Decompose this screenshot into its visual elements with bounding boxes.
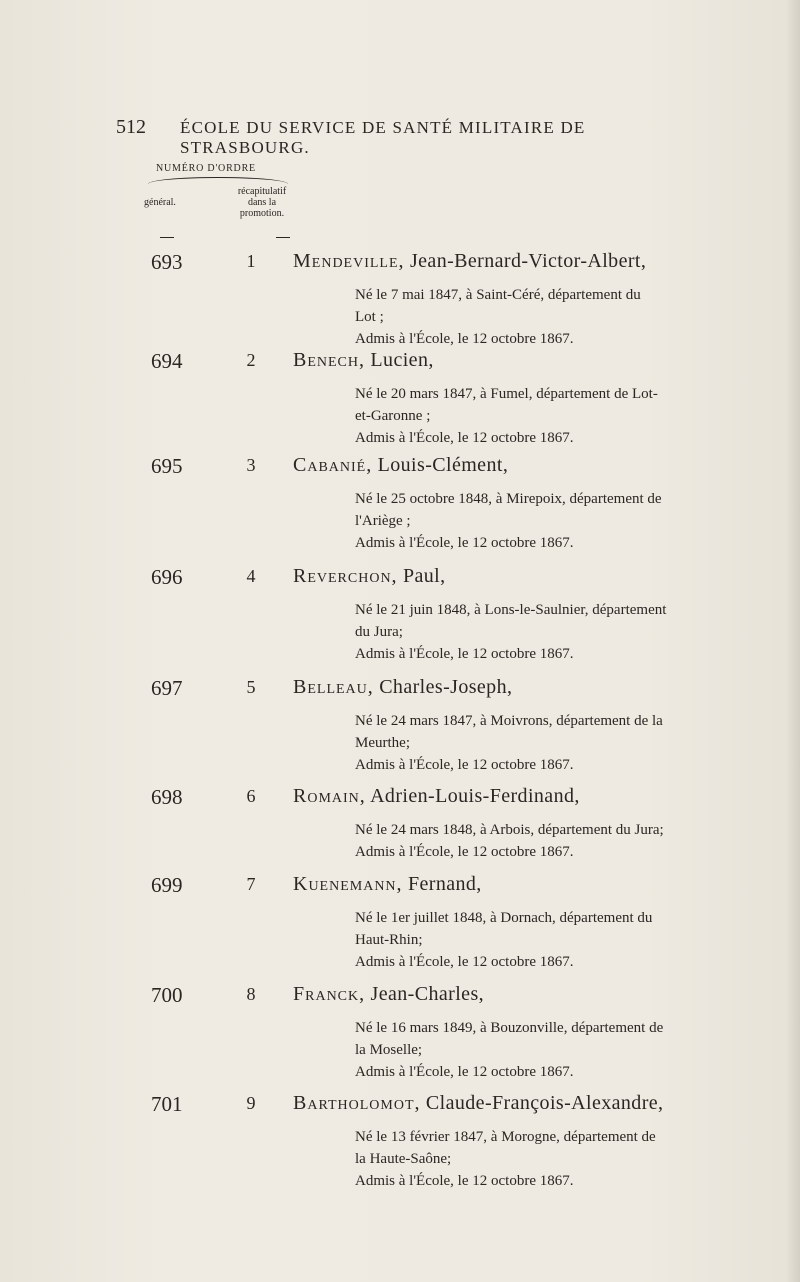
dash-recap <box>276 237 290 238</box>
dash-general <box>160 237 174 238</box>
entry-detail-line: Admis à l'École, le 12 octobre 1867. <box>355 757 574 773</box>
entry-number-general: 699 <box>151 873 183 897</box>
page-title: ÉCOLE DU SERVICE DE SANTÉ MILITAIRE DE STRASBOURG. <box>180 118 586 157</box>
entry-details <box>355 907 727 973</box>
entry-surname: Mendeville, <box>293 250 405 272</box>
entry-surname: Reverchon, <box>293 565 398 587</box>
entry-details <box>355 710 727 776</box>
entry-name <box>293 785 580 808</box>
entry-surname: Benech, <box>293 349 366 371</box>
entry-number-recap: 8 <box>246 984 256 1004</box>
entry-number-recap: 2 <box>246 350 256 370</box>
entry-surname: Cabanié, <box>293 454 373 476</box>
column-header-main: NUMÉRO D'ORDRE <box>156 163 256 174</box>
entry-detail-line: Admis à l'École, le 12 octobre 1867. <box>355 954 574 970</box>
entry-detail-line: l'Ariège ; <box>355 513 411 529</box>
entry-given-names: Jean-Charles, <box>370 983 485 1005</box>
entry-detail-line: Admis à l'École, le 12 octobre 1867. <box>355 535 574 551</box>
entry-surname: Romain, <box>293 785 366 807</box>
entry-name <box>293 676 512 699</box>
entry-given-names: Louis-Clément, <box>377 454 509 476</box>
entry-detail-line: Né le 20 mars 1847, à Fumel, département de Lot- <box>355 386 658 402</box>
entry-detail-line: la Haute-Saône; <box>355 1151 452 1167</box>
entry-name <box>293 565 446 588</box>
entry-details <box>355 383 727 449</box>
entry-given-names: Charles-Joseph, <box>379 676 513 698</box>
entry-number-recap: 1 <box>246 251 256 271</box>
entry-details <box>355 599 727 665</box>
entry-detail-line: Né le 24 mars 1847, à Moivrons, département de la <box>355 713 663 729</box>
entry-number-general: 695 <box>151 454 183 478</box>
entry-number-recap: 4 <box>246 566 256 586</box>
entry-detail-line: Né le 1er juillet 1848, à Dornach, département du <box>355 910 653 926</box>
entry-detail-line: Haut-Rhin; <box>355 932 423 948</box>
column-header <box>144 163 298 219</box>
entry-detail-line: Meurthe; <box>355 735 410 751</box>
entry-name <box>293 454 508 477</box>
column-subheaders <box>144 186 298 219</box>
column-dashes <box>160 237 290 238</box>
column-header-recap <box>222 186 302 219</box>
entry-detail-line: Lot ; <box>355 309 384 325</box>
entry-details <box>355 1017 727 1083</box>
entry-given-names: Fernand, <box>407 873 482 895</box>
entry-detail-line: Admis à l'École, le 12 octobre 1867. <box>355 1173 574 1189</box>
entry-number-general: 694 <box>151 349 183 373</box>
recap-line-1: récapitulatif <box>237 186 287 197</box>
running-header <box>116 116 716 158</box>
entry-number-recap: 5 <box>246 677 256 697</box>
page-number: 512 <box>116 116 146 138</box>
entry-name <box>293 983 484 1006</box>
entry-detail-line: Admis à l'École, le 12 octobre 1867. <box>355 1064 574 1080</box>
entry-surname: Kuenemann, <box>293 873 403 895</box>
entry-name <box>293 349 434 372</box>
entry-name <box>293 250 646 273</box>
entry-detail-line: Admis à l'École, le 12 octobre 1867. <box>355 331 574 347</box>
entry-surname: Bartholomot, <box>293 1092 421 1114</box>
recap-line-2: dans la <box>247 197 277 208</box>
entry-given-names: Paul, <box>402 565 446 587</box>
entry-name <box>293 873 482 896</box>
entry-detail-line: la Moselle; <box>355 1042 423 1058</box>
entry-number-general: 693 <box>151 250 183 274</box>
entry-given-names: Adrien-Louis-Ferdinand, <box>370 785 580 807</box>
entry-detail-line: Né le 7 mai 1847, à Saint-Céré, département du <box>355 287 641 303</box>
entry-detail-line: du Jura; <box>355 624 403 640</box>
page-edge-shadow <box>786 0 800 1282</box>
entry-detail-line: Admis à l'École, le 12 octobre 1867. <box>355 844 574 860</box>
entry-detail-line: Né le 13 février 1847, à Morogne, département de <box>355 1129 656 1145</box>
entry-number-general: 700 <box>151 983 183 1007</box>
entry-detail-line: et-Garonne ; <box>355 408 431 424</box>
entry-given-names: Claude-François-Alexandre, <box>425 1092 664 1114</box>
entry-number-recap: 6 <box>246 786 256 806</box>
entry-number-general: 696 <box>151 565 183 589</box>
entry-surname: Belleau, <box>293 676 374 698</box>
entry-detail-line: Admis à l'École, le 12 octobre 1867. <box>355 646 574 662</box>
entry-detail-line: Né le 16 mars 1849, à Bouzonville, département de <box>355 1020 664 1036</box>
entry-number-recap: 3 <box>246 455 256 475</box>
entry-number-recap: 9 <box>246 1093 256 1113</box>
entry-name <box>293 1092 663 1115</box>
entry-number-general: 701 <box>151 1092 183 1116</box>
brace-divider <box>148 177 288 184</box>
entry-surname: Franck, <box>293 983 366 1005</box>
entry-detail-line: Né le 24 mars 1848, à Arbois, département du Jura; <box>355 822 664 838</box>
entry-given-names: Jean-Bernard-Victor-Albert, <box>409 250 647 272</box>
entry-number-recap: 7 <box>246 874 256 894</box>
column-header-general: général. <box>144 197 176 208</box>
entry-details <box>355 819 727 863</box>
entry-detail-line: Né le 21 juin 1848, à Lons-le-Saulnier, département <box>355 602 667 618</box>
entry-details <box>355 284 727 350</box>
entry-details <box>355 488 727 554</box>
entry-given-names: Lucien, <box>370 349 434 371</box>
entry-details <box>355 1126 727 1192</box>
entry-detail-line: Né le 25 octobre 1848, à Mirepoix, département de <box>355 491 662 507</box>
entry-number-general: 698 <box>151 785 183 809</box>
entry-number-general: 697 <box>151 676 183 700</box>
entry-detail-line: Admis à l'École, le 12 octobre 1867. <box>355 430 574 446</box>
recap-line-3: promotion. <box>239 208 285 219</box>
